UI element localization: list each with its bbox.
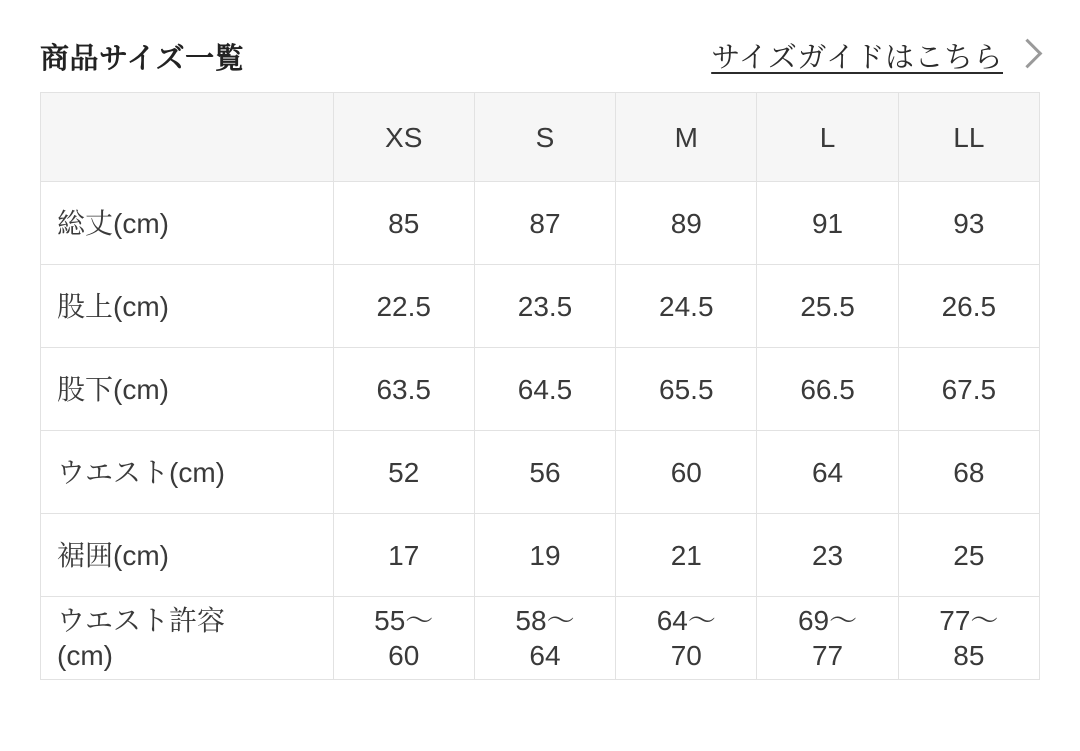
cell-waist-xs: 52 (333, 431, 474, 514)
cell-waist-m: 60 (616, 431, 757, 514)
table-header-row (41, 93, 1040, 182)
table-row (41, 265, 1040, 348)
cell-waist-tolerance-xs: 55〜 60 (333, 597, 474, 680)
row-label-rise: 股上(cm) (41, 265, 334, 348)
cell-rise-s: 23.5 (474, 265, 615, 348)
cell-waist-tolerance-m: 64〜 70 (616, 597, 757, 680)
column-header-l: L (757, 93, 898, 182)
cell-rise-l: 25.5 (757, 265, 898, 348)
cell-waist-ll: 68 (898, 431, 1039, 514)
cell-total-length-xs: 85 (333, 182, 474, 265)
cell-waist-tolerance-ll: 77〜 85 (898, 597, 1039, 680)
cell-hem-l: 23 (757, 514, 898, 597)
size-table (40, 92, 1040, 680)
column-header-s: S (474, 93, 615, 182)
page-title: 商品サイズ一覧 (40, 43, 245, 76)
chevron-right-icon (1013, 39, 1043, 69)
cell-hem-m: 21 (616, 514, 757, 597)
cell-waist-tolerance-l: 69〜 77 (757, 597, 898, 680)
cell-hem-s: 19 (474, 514, 615, 597)
cell-rise-m: 24.5 (616, 265, 757, 348)
table-row (41, 597, 1040, 680)
row-label-waist-tolerance: ウエスト許容 (cm) (41, 597, 334, 680)
table-row (41, 348, 1040, 431)
cell-waist-tolerance-s: 58〜 64 (474, 597, 615, 680)
cell-waist-l: 64 (757, 431, 898, 514)
cell-inseam-l: 66.5 (757, 348, 898, 431)
cell-inseam-m: 65.5 (616, 348, 757, 431)
cell-waist-s: 56 (474, 431, 615, 514)
cell-inseam-ll: 67.5 (898, 348, 1039, 431)
size-guide-link[interactable]: サイズガイドはこちら (711, 42, 1003, 74)
cell-total-length-ll: 93 (898, 182, 1039, 265)
row-label-total-length: 総丈(cm) (41, 182, 334, 265)
table-row (41, 431, 1040, 514)
size-guide-link-wrap[interactable] (711, 35, 1040, 76)
cell-total-length-m: 89 (616, 182, 757, 265)
cell-hem-xs: 17 (333, 514, 474, 597)
cell-rise-ll: 26.5 (898, 265, 1039, 348)
table-row (41, 514, 1040, 597)
page-header (40, 0, 1040, 92)
column-header-ll: LL (898, 93, 1039, 182)
row-label-waist: ウエスト(cm) (41, 431, 334, 514)
cell-inseam-xs: 63.5 (333, 348, 474, 431)
cell-total-length-l: 91 (757, 182, 898, 265)
cell-total-length-s: 87 (474, 182, 615, 265)
cell-inseam-s: 64.5 (474, 348, 615, 431)
table-body (41, 182, 1040, 680)
table-header (41, 93, 1040, 182)
table-corner-cell (41, 93, 334, 182)
row-label-inseam: 股下(cm) (41, 348, 334, 431)
column-header-m: M (616, 93, 757, 182)
table-row (41, 182, 1040, 265)
column-header-xs: XS (333, 93, 474, 182)
cell-rise-xs: 22.5 (333, 265, 474, 348)
cell-hem-ll: 25 (898, 514, 1039, 597)
row-label-hem: 裾囲(cm) (41, 514, 334, 597)
